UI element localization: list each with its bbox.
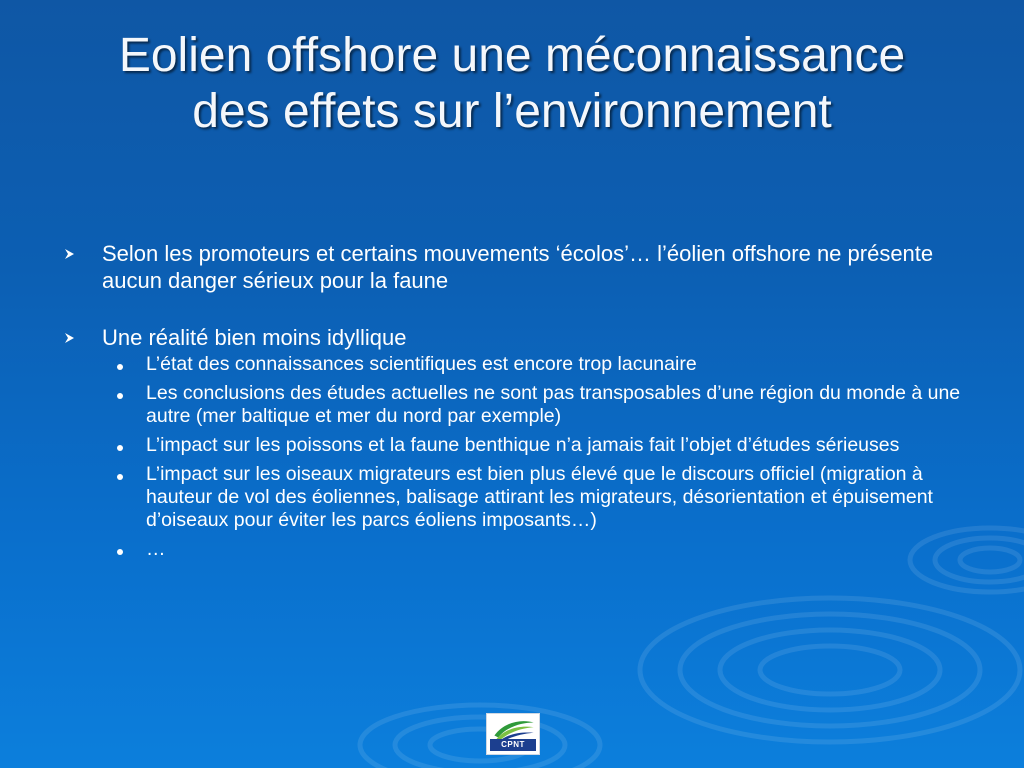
dot-bullet-icon [117,549,123,555]
bullet-realite [62,324,982,351]
sub-bullet-ellipsis [62,538,982,561]
slide-body [62,240,982,567]
sub-bullet-connaissances [62,353,982,376]
arrow-bullet-icon [64,332,76,344]
logo-label: CPNT [490,739,536,751]
dot-bullet-icon [117,445,123,451]
sub-bullet-text: L’impact sur les poissons et la faune benthique n’a jamais fait l’objet d’études sérieuses [146,434,900,456]
arrow-bullet-icon [64,248,76,260]
dot-bullet-icon [117,474,123,480]
cpnt-logo-icon [486,713,540,755]
sub-bullet-text: … [146,538,166,560]
bullet-text: Selon les promoteurs et certains mouvements ‘écolos’… l’éolien offshore ne présente aucun danger sérieux pour la faune [102,241,934,293]
bullet-text: Une réalité bien moins idyllique [102,325,407,350]
sub-bullet-poissons [62,434,982,457]
dot-bullet-icon [117,393,123,399]
sub-bullet-conclusions [62,382,982,428]
title-line-2: des effets sur l’environnement [192,85,832,138]
slide-title [20,28,1004,140]
sub-bullet-text: L’impact sur les oiseaux migrateurs est bien plus élevé que le discours officiel (migration à hauteur de vol des éoliennes, balisage attirant les migrateurs, désorientation et épuisement d’oiseaux pour éviter les parcs éoliens imposants…) [146,463,933,531]
sub-bullet-oiseaux [62,463,982,532]
title-line-1: Eolien offshore une méconnaissance [118,29,906,82]
bullet-promoteurs [62,240,982,294]
dot-bullet-icon [117,364,123,370]
sub-bullet-text: L’état des connaissances scientifiques est encore trop lacunaire [146,353,697,375]
sub-bullet-list [62,353,982,561]
sub-bullet-text: Les conclusions des études actuelles ne sont pas transposables d’une région du monde à une autre (mer baltique et mer du nord par exemple) [146,382,961,427]
